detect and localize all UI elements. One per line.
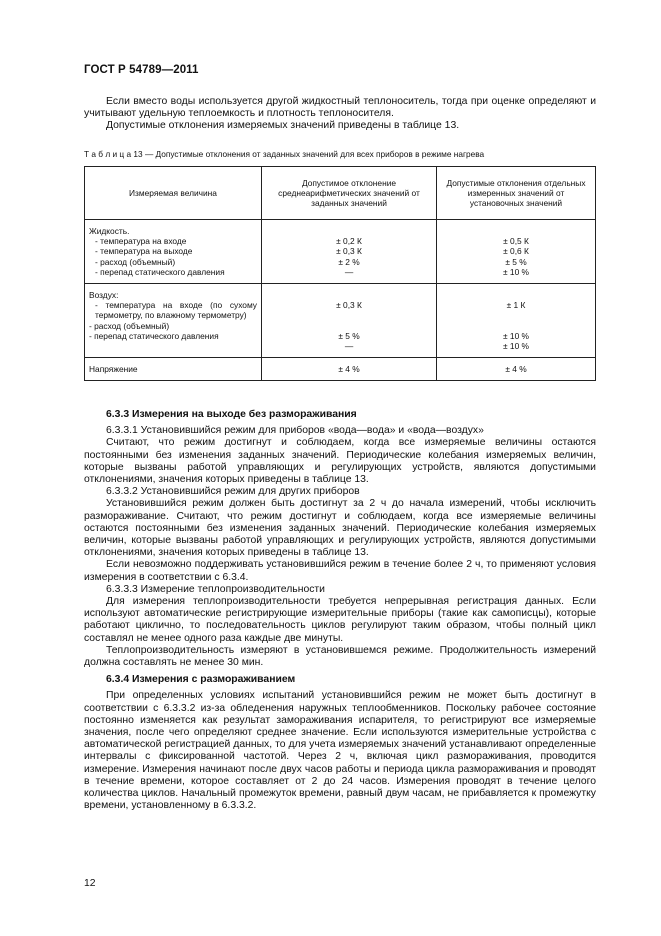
paragraph: Если невозможно поддерживать установившийся режим в течение более 2 ч, то применяют условия измерения в соответствии с 6.3.4.: [84, 559, 596, 583]
cell-line: - перепад статического давления: [95, 266, 225, 277]
cell-line: ± 2 %: [338, 256, 360, 267]
cell-line: ± 0,5 К: [503, 236, 529, 247]
intro-paragraph: Допустимые отклонения измеряемых значений приведены в таблице 13.: [106, 120, 460, 132]
cell-line: [441, 310, 591, 320]
subsection-title: 6.3.3.1 Установившийся режим для приборов «вода—вода» и «вода—воздух»: [106, 425, 484, 437]
cell-line: [266, 321, 432, 331]
table-cell-mean-deviation: [262, 284, 437, 358]
cell-line: Воздух:: [89, 290, 119, 301]
cell-line: ± 0,6 К: [503, 246, 529, 257]
table-cell-mean-deviation: ± 4 %: [262, 358, 437, 381]
section-title: 6.3.4 Измерения с размораживанием: [106, 674, 296, 686]
table-row: [85, 284, 596, 358]
cell-line: [266, 310, 432, 320]
cell-line: - температура на входе (по сухому термометру, по влажному термометру): [95, 300, 257, 321]
cell-line: ± 0,3 К: [336, 300, 362, 311]
cell-line: ± 10 %: [502, 330, 529, 341]
table-cell-single-deviation: [437, 220, 596, 284]
paragraph: Теплопроизводительность измеряют в установившемся режиме. Продолжительность измерений должна составлять не менее 30 мин.: [84, 644, 596, 669]
intro-text: [84, 96, 596, 133]
table-header-row: [85, 167, 596, 220]
cell-line: ± 0,3 К: [336, 246, 362, 257]
cell-line: —: [344, 266, 354, 277]
table-cell-quantity: [85, 220, 262, 284]
table-header-cell: Допустимое отклонение среднеарифметических значений от заданных значений: [262, 167, 437, 220]
subsection-title: 6.3.3.2 Установившийся режим для других приборов: [106, 486, 360, 498]
cell-line: [266, 290, 432, 300]
section-6-3-3: [84, 409, 596, 813]
page-number: 12: [84, 878, 96, 889]
paragraph: Для измерения теплопроизводительности требуется непрерывная регистрация данных. Если используют автоматические регистрирующие измерительные приборы (такие как самописцы), которые работают циклично, то последовательность циклов регулируют таким образом, чтобы полный цикл составлял не менее одного раза каждые две минуты.: [84, 596, 596, 644]
cell-line: [266, 226, 432, 236]
cell-line: ± 5 %: [338, 330, 360, 341]
table-row: [85, 220, 596, 284]
section-title: 6.3.3 Измерения на выходе без размораживания: [106, 409, 357, 420]
table-cell-mean-deviation: [262, 220, 437, 284]
cell-line: ± 10 %: [502, 341, 529, 352]
document-header: ГОСТ Р 54789—2011: [84, 64, 199, 76]
cell-line: - температура на входе: [95, 236, 187, 247]
table-13: [84, 166, 596, 381]
cell-line: - расход (объемный): [95, 256, 176, 267]
cell-line: Жидкость.: [89, 226, 130, 236]
table-header-cell: Допустимые отклонения отдельных измеренных значений от установочных значений: [437, 167, 596, 220]
table-cell-single-deviation: [437, 284, 596, 358]
table-caption: Т а б л и ц а 13 — Допустимые отклонения от заданных значений для всех приборов в режиме нагрева: [84, 149, 485, 159]
paragraph: Считают, что режим достигнут и соблюдаем, когда все измеряемые величины остаются постоянными без изменения заданных значений. Периодические колебания измеряемых величин, которые вызваны работой управляющих и регулирующих устройств, являются допустимыми отклонениями, значения которых приведены в таблице 13.: [84, 437, 596, 486]
cell-line: —: [344, 341, 354, 352]
cell-line: [441, 321, 591, 331]
cell-line: ± 5 %: [505, 256, 527, 267]
table-cell-quantity: Напряжение: [85, 358, 262, 381]
table-cell-quantity: [85, 284, 262, 358]
cell-line: ± 10 %: [502, 266, 529, 277]
cell-line: ± 0,2 К: [336, 236, 362, 247]
subsection-title: 6.3.3.3 Измерение теплопроизводительности: [106, 583, 325, 595]
paragraph: Установившийся режим должен быть достигнут за 2 ч до начала измерений, чтобы исключить размораживание. Считают, что режим достигнут и соблюдаем, когда все измеряемые величины остаются постоянными без изменения заданных значений. Периодические колебания измеряемых величин, которые вызваны работой управляющих и регулирующих устройств, являются допустимыми отклонениями, значения которых приведены в таблице 13.: [84, 498, 596, 559]
cell-line: ± 1 К: [506, 300, 526, 311]
table-row: [85, 358, 596, 381]
cell-line: - температура на выходе: [95, 246, 193, 257]
cell-line: [441, 290, 591, 300]
paragraph: При определенных условиях испытаний установившийся режим не может быть достигнут в соответствии с 6.3.3.2 из-за обледенения наружных теплообменников. Поскольку рабочее состояние постоянно изменяется как результат замораживания испарителя, то регистрируют все измеряемые значения, после чего определяют среднее значение. Если используются измерительные устройства с автоматической регистрацией данных, то для учета измеряемых значений устанавливают определенные интервалы с фиксированной частотой. Через 2 ч, включая цикл размораживания, проводится измерение. Измерения начинают после двух часов работы и периода цикла размораживания и проводят в течение времени, которое составляет от 2 до 24 часов. Измерения проводят в течение целого количества циклов. Начальный промежуток времени, равный двум часам, не прибавляется к промежутку времени, установленному в 6.3.3.2.: [84, 690, 596, 812]
cell-line: [441, 226, 591, 236]
cell-line: - перепад статического давления: [89, 330, 219, 341]
table-cell-single-deviation: ± 4 %: [437, 358, 596, 381]
intro-paragraph: Если вместо воды используется другой жидкостный теплоноситель, тогда при оценке определяют и учитывают удельную теплоемкость и плотность теплоносителя.: [84, 96, 596, 120]
cell-line: - расход (объемный): [89, 320, 170, 331]
table-header-cell: Измеряемая величина: [85, 167, 262, 220]
